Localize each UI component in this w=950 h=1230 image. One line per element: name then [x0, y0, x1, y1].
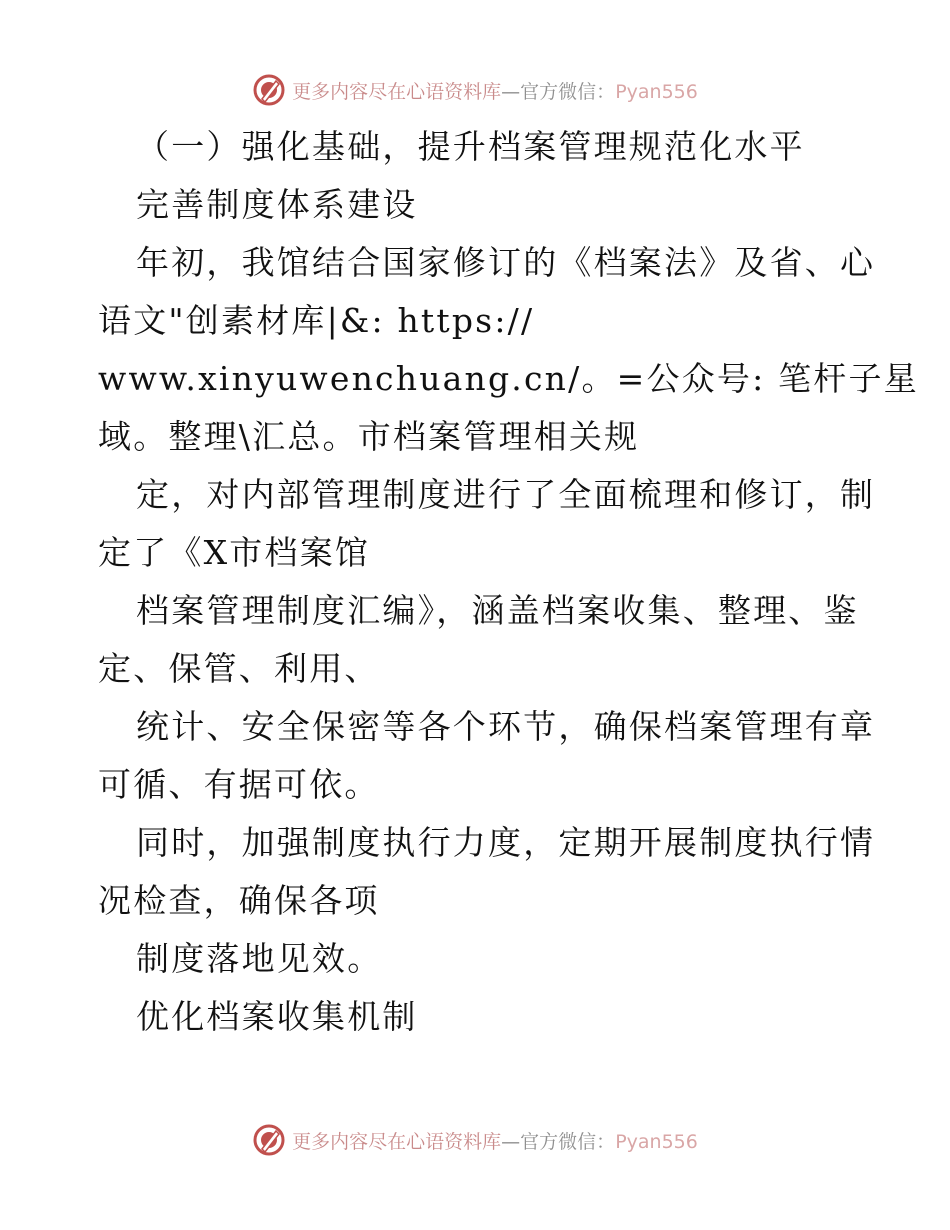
header-watermark [0, 70, 950, 110]
paragraph-line: 档案管理制度汇编》，涵盖档案收集、整理、鉴 [136, 591, 859, 630]
paragraph-line: 同时，加强制度执行力度，定期开展制度执行情 [136, 823, 876, 862]
section-heading: （一）强化基础，提升档案管理规范化水平 [136, 127, 805, 166]
watermark-text: 更多内容尽在心语资料库—官方微信：Pyan556 [292, 1130, 698, 1153]
subheading: 优化档案收集机制 [136, 997, 418, 1036]
paragraph-line: 域。整理\汇总。市档案管理相关规 [98, 417, 640, 456]
paragraph-line: 定，对内部管理制度进行了全面梳理和修订，制 [136, 475, 876, 514]
subheading: 完善制度体系建设 [136, 185, 418, 224]
pen-logo-icon [252, 73, 286, 107]
paragraph-line: 语文"创素材库|&: https:// [98, 301, 535, 340]
paragraph-line: 可循、有据可依。 [98, 765, 380, 804]
pen-logo-icon [252, 1123, 286, 1157]
paragraph-line: 定、保管、利用、 [98, 649, 380, 688]
paragraph-line: 况检查，确保各项 [98, 881, 380, 920]
paragraph-line: 定了《X市档案馆 [98, 533, 371, 572]
document-body [98, 118, 919, 1046]
paragraph-line: www.xinyuwenchuang.cn/。=公众号: 笔杆子星 [98, 359, 919, 398]
paragraph-line: 统计、安全保密等各个环节，确保档案管理有章 [136, 707, 876, 746]
paragraph-line: 年初，我馆结合国家修订的《档案法》及省、心 [136, 243, 876, 282]
watermark-text: 更多内容尽在心语资料库—官方微信：Pyan556 [292, 80, 698, 103]
footer-watermark [0, 1120, 950, 1160]
paragraph-line: 制度落地见效。 [136, 939, 383, 978]
